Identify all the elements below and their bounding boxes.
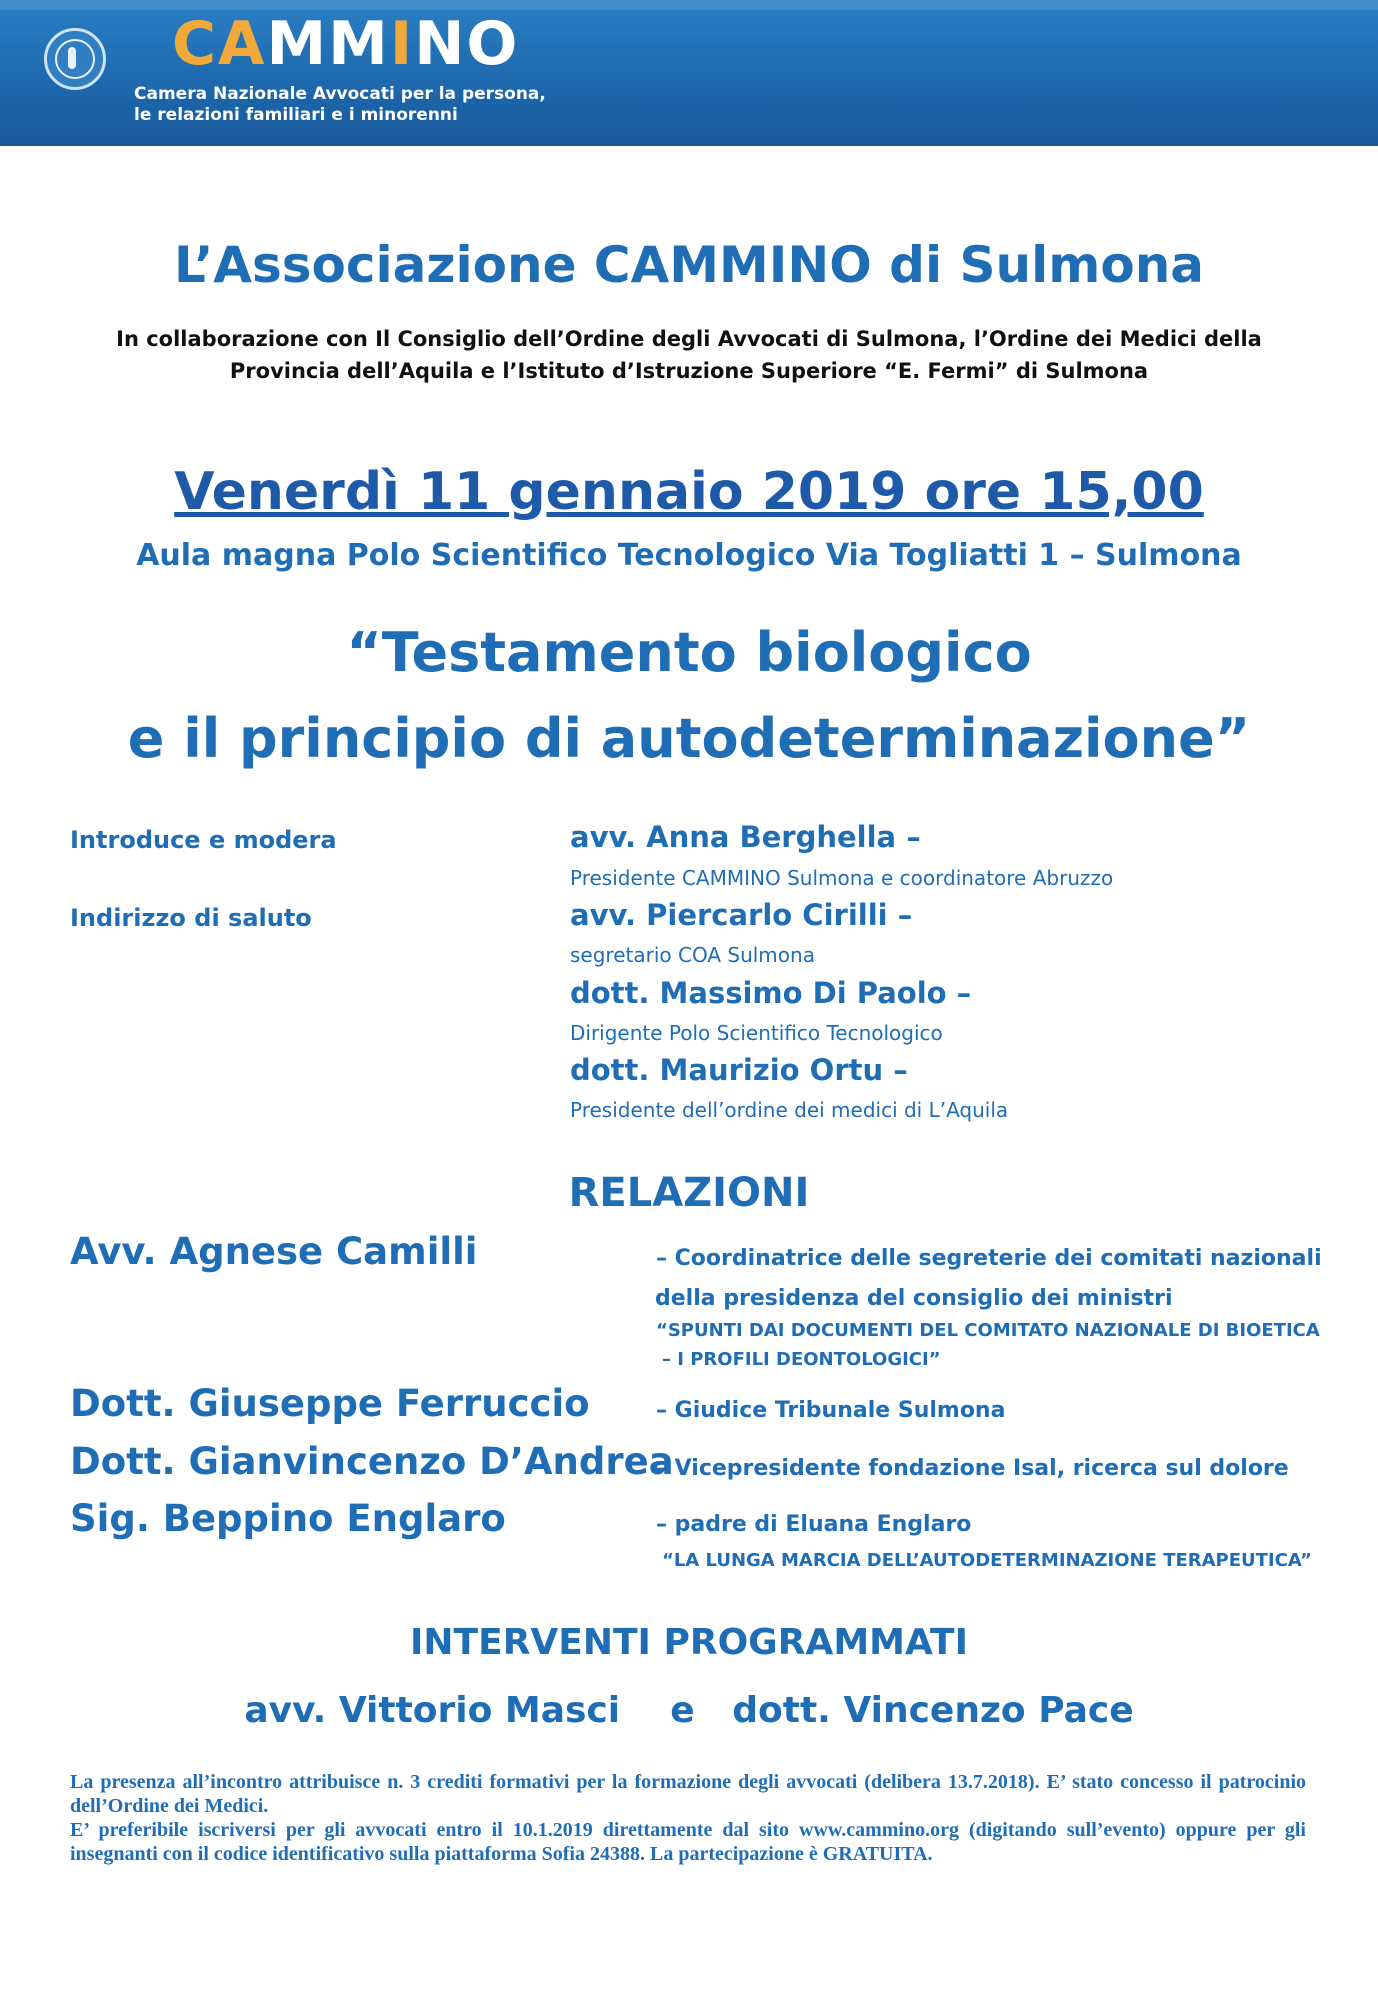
brand-part-i: I (389, 9, 415, 79)
relazione-talk-title: “LA LUNGA MARCIA DELL’AUTODETERMINAZIONE TERAPEUTICA” (662, 1550, 1312, 1571)
topic-line1: “Testamento biologico (346, 621, 1032, 684)
speaker-name: dott. Maurizio Ortu – (570, 1053, 908, 1087)
interventi-heading: INTERVENTI PROGRAMMATI (410, 1622, 968, 1663)
relazione-name: Avv. Agnese Camilli (70, 1230, 478, 1273)
footer-registration-text: E’ preferibile iscriversi per gli avvocati entro il 10.1.2019 direttamente dal sito www.cammino.org (digitando sull’evento) oppure per gli insegnanti con il codice identificativo sulla piattaforma Sofia 24388. La partecipazione è GRATUITA. (70, 1819, 1306, 1865)
speaker-role: Presidente dell’ordine dei medici di L’Aquila (570, 1098, 1009, 1122)
relazione-name: Sig. Beppino Englaro (70, 1497, 506, 1540)
footer-credits-text: La presenza all’incontro attribuisce n. 3 crediti formativi per la formazione degli avvocati (delibera 13.7.2018). E’ stato concesso il patrocinio dell’Ordine dei Medici. (70, 1771, 1306, 1817)
footer-notes (70, 1770, 1306, 1866)
relazione-talk-title-continued: – I PROFILI DEONTOLOGICI” (662, 1349, 941, 1370)
brand-subtitle-line2: le relazioni familiari e i minorenni (134, 105, 458, 125)
event-date: Venerdì 11 gennaio 2019 ore 15,00 (174, 462, 1204, 522)
brand-subtitle-line1: Camera Nazionale Avvocati per la persona, (134, 84, 546, 104)
header-band (0, 0, 1378, 146)
brand-part-ca: CA (172, 9, 267, 79)
relazioni-heading: RELAZIONI (568, 1170, 810, 1216)
relazione-name: Dott. Giuseppe Ferruccio (70, 1382, 590, 1425)
brand-logo (172, 9, 520, 79)
speaker-name: avv. Piercarlo Cirilli – (570, 898, 913, 932)
relazione-talk-title: “SPUNTI DAI DOCUMENTI DEL COMITATO NAZIONALE DI BIOETICA (656, 1320, 1320, 1341)
brand-part-no: NO (414, 9, 520, 79)
relazione-role: – padre di Eluana Englaro (656, 1512, 972, 1537)
relazione-name: Dott. Gianvincenzo D’Andrea (70, 1440, 674, 1483)
collaboration-line1: In collaborazione con Il Consiglio dell’Ordine degli Avvocati di Sulmona, l’Ordine dei Medici della (116, 327, 1262, 351)
event-topic (0, 610, 1378, 782)
relazione-role-continued: della presidenza del consiglio dei ministri (655, 1286, 1173, 1311)
speaker-role: Dirigente Polo Scientifico Tecnologico (570, 1021, 943, 1045)
event-place: Aula magna Polo Scientifico Tecnologico Via Togliatti 1 – Sulmona (136, 538, 1242, 573)
collaboration-line2: Provincia dell’Aquila e l’Istituto d’Istruzione Superiore “E. Fermi” di Sulmona (229, 359, 1149, 383)
brand-subtitle (134, 84, 546, 126)
topic-line2: e il principio di autodeterminazione” (127, 707, 1251, 770)
speaker-name: avv. Anna Berghella – (570, 820, 921, 854)
speaker-name: dott. Massimo Di Paolo – (570, 976, 972, 1010)
cammino-seal-logo (44, 28, 106, 90)
brand-part-mm: MM (266, 9, 390, 79)
seal-figure-icon (68, 47, 76, 69)
speaker-role: segretario COA Sulmona (570, 943, 815, 967)
label-introduce: Introduce e modera (70, 826, 337, 854)
speaker-role: Presidente CAMMINO Sulmona e coordinatore Abruzzo (570, 866, 1114, 890)
relazione-role: – Giudice Tribunale Sulmona (656, 1398, 1006, 1423)
relazione-role: – Coordinatrice delle segreterie dei comitati nazionali (656, 1246, 1322, 1271)
relazione-role: – Vicepresidente fondazione Isal, ricerca sul dolore (656, 1456, 1289, 1481)
collaboration-text (0, 323, 1378, 387)
event-title: L’Associazione CAMMINO di Sulmona (173, 236, 1205, 294)
label-greetings: Indirizzo di saluto (70, 904, 312, 932)
interventi-names: avv. Vittorio Masci e dott. Vincenzo Pace (244, 1690, 1134, 1731)
